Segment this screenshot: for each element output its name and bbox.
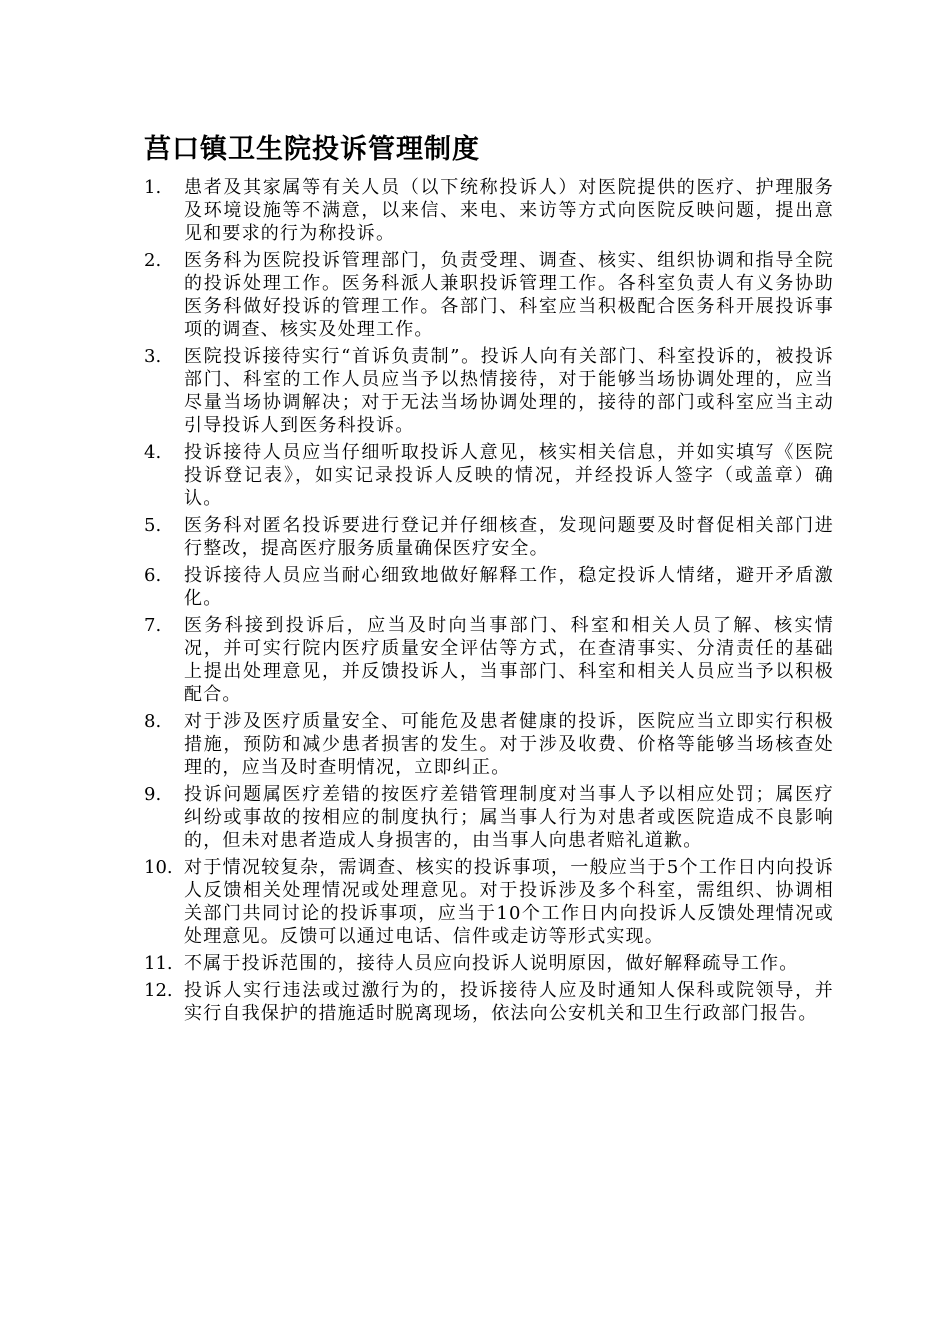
list-item <box>144 249 834 341</box>
list-item <box>144 345 834 437</box>
item-number: 6. <box>144 565 162 586</box>
list-item <box>144 952 834 975</box>
item-number: 3. <box>144 346 162 367</box>
item-text: 对于情况较复杂，需调查、核实的投诉事项，一般应当于5个工作日内向投诉人反馈相关处理情况或处理意见。对于投诉涉及多个科室，需组织、协调相关部门共同讨论的投诉事项，应当于10个工作日内向投诉人反馈处理情况或处理意见。反馈可以通过电话、信件或走访等形式实现。 <box>184 857 834 947</box>
item-number: 10. <box>144 857 173 878</box>
item-number: 2. <box>144 250 162 271</box>
page-title: 莒口镇卫生院投诉管理制度 <box>144 134 480 165</box>
list-item <box>144 856 834 948</box>
list-item <box>144 710 834 779</box>
list-item <box>144 176 834 245</box>
item-text: 医院投诉接待实行“首诉负责制”。投诉人向有关部门、科室投诉的，被投诉部门、科室的工作人员应当予以热情接待，对于能够当场协调处理的，应当尽量当场协调解决；对于无法当场协调处理的，接待的部门或科室应当主动引导投诉人到医务科投诉。 <box>184 346 834 436</box>
list-item <box>144 783 834 852</box>
item-text: 医务科接到投诉后，应当及时向当事部门、科室和相关人员了解、核实情况，并可实行院内医疗质量安全评估等方式，在查清事实、分清责任的基础上提出处理意见，并反馈投诉人，当事部门、科室和相关人员应当予以积极配合。 <box>184 615 834 705</box>
list-item <box>144 614 834 706</box>
item-number: 9. <box>144 784 162 805</box>
item-number: 7. <box>144 615 162 636</box>
item-text: 医务科为医院投诉管理部门，负责受理、调查、核实、组织协调和指导全院的投诉处理工作。医务科派人兼职投诉管理工作。各科室负责人有义务协助医务科做好投诉的管理工作。各部门、科室应当积极配合医务科开展投诉事项的调查、核实及处理工作。 <box>184 250 834 340</box>
item-text: 不属于投诉范围的，接待人员应向投诉人说明原因，做好解释疏导工作。 <box>184 953 799 974</box>
item-number: 12. <box>144 980 173 1001</box>
item-number: 1. <box>144 177 162 198</box>
item-text: 投诉问题属医疗差错的按医疗差错管理制度对当事人予以相应处罚；属医疗纠纷或事故的按相应的制度执行；属当事人行为对患者或医院造成不良影响的，但未对患者造成人身损害的，由当事人向患者赔礼道歉。 <box>184 784 834 851</box>
list-item <box>144 979 834 1025</box>
list-item <box>144 514 834 560</box>
item-text: 对于涉及医疗质量安全、可能危及患者健康的投诉，医院应当立即实行积极措施，预防和减少患者损害的发生。对于涉及收费、价格等能够当场核查处理的，应当及时查明情况，立即纠正。 <box>184 711 834 778</box>
item-number: 8. <box>144 711 162 732</box>
item-text: 投诉接待人员应当耐心细致地做好解释工作，稳定投诉人情绪，避开矛盾激化。 <box>184 565 834 609</box>
item-number: 4. <box>144 442 162 463</box>
item-text: 投诉接待人员应当仔细听取投诉人意见，核实相关信息，并如实填写《医院投诉登记表》，如实记录投诉人反映的情况，并经投诉人签字（或盖章）确认。 <box>184 442 834 509</box>
item-number: 11. <box>144 953 173 974</box>
item-number: 5. <box>144 515 162 536</box>
rule-list <box>144 176 834 1029</box>
list-item <box>144 441 834 510</box>
item-text: 医务科对匿名投诉要进行登记并仔细核查，发现问题要及时督促相关部门进行整改，提高医疗服务质量确保医疗安全。 <box>184 515 834 559</box>
list-item <box>144 564 834 610</box>
item-text: 患者及其家属等有关人员（以下统称投诉人）对医院提供的医疗、护理服务及环境设施等不满意，以来信、来电、来访等方式向医院反映问题，提出意见和要求的行为称投诉。 <box>184 177 834 244</box>
item-text: 投诉人实行违法或过激行为的，投诉接待人应及时通知人保科或院领导，并实行自我保护的措施适时脱离现场，依法向公安机关和卫生行政部门报告。 <box>184 980 834 1024</box>
